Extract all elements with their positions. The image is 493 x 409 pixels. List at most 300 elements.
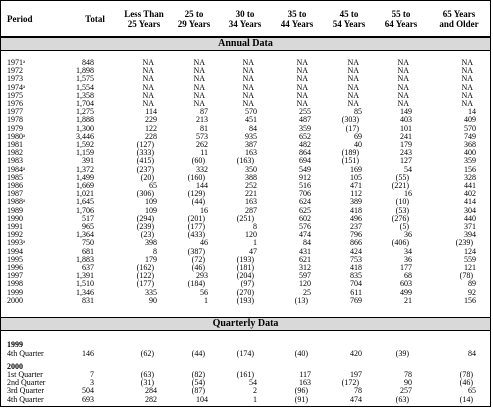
row-value: 54	[249, 378, 257, 388]
row-value: 335	[145, 287, 157, 297]
row-value: 213	[196, 115, 208, 125]
row-value: 935	[245, 131, 257, 141]
row-value: 749	[464, 131, 476, 141]
row-value: (20)	[140, 172, 154, 182]
row-period: 1998	[7, 279, 23, 289]
row-value: 549	[299, 164, 311, 174]
row-value: (193)	[236, 295, 254, 305]
row-value: 255	[299, 107, 311, 117]
row-value: NA	[142, 90, 154, 100]
row-value: 621	[299, 254, 311, 264]
row-value: 177	[400, 263, 412, 272]
row-value: (14)	[459, 394, 473, 404]
row-value: 965	[82, 222, 94, 231]
table-row	[1, 396, 490, 404]
column-header: 35 to 44 Years	[280, 8, 314, 29]
row-value: 753	[350, 254, 362, 264]
row-value: 441	[464, 181, 476, 190]
row-value: 652	[299, 131, 311, 141]
column-header: 55 to 64 Years	[384, 8, 418, 29]
row-value: 1,275	[76, 107, 94, 117]
row-value: 487	[299, 115, 311, 125]
row-value: (221)	[391, 181, 409, 190]
row-value: (78)	[459, 271, 473, 281]
row-period: 1st Quarter	[7, 370, 43, 379]
row-value: 866	[350, 238, 362, 248]
row-value: 89	[468, 279, 476, 289]
row-value: 398	[145, 238, 157, 248]
row-period: 1971ᵃ	[7, 58, 26, 67]
row-value: 197	[350, 370, 362, 379]
row-value: 69	[354, 131, 362, 141]
row-period: 1985	[7, 172, 23, 182]
row-value: (46)	[191, 263, 205, 272]
row-value: (44)	[191, 197, 205, 207]
row-value: (161)	[236, 370, 254, 379]
row-value: NA	[461, 58, 473, 67]
row-value: 163	[245, 148, 257, 158]
row-value: 1,346	[76, 287, 94, 297]
table-row	[1, 379, 490, 387]
row-value: (5)	[399, 222, 409, 231]
row-period: 1979	[7, 123, 23, 133]
column-header: Total	[85, 13, 105, 24]
row-value: (62)	[140, 348, 154, 358]
row-value: (122)	[136, 271, 154, 281]
row-value: 474	[299, 230, 311, 240]
row-value: 14	[468, 107, 476, 117]
row-value: 257	[400, 386, 412, 396]
row-value: 693	[82, 394, 94, 404]
row-value: (63)	[140, 370, 154, 379]
row-value: 16	[404, 189, 412, 199]
column-header: Period	[7, 13, 33, 24]
row-value: 409	[464, 115, 476, 125]
row-value: 624	[299, 197, 311, 207]
annual-data-band: Annual Data	[1, 37, 490, 51]
row-value: (63)	[395, 394, 409, 404]
row-value: (306)	[136, 189, 154, 199]
row-value: 3,446	[76, 131, 94, 141]
row-value: 576	[299, 222, 311, 231]
row-value: 90	[404, 378, 412, 388]
row-value: (53)	[395, 205, 409, 215]
row-value: 47	[249, 246, 257, 256]
row-value: (433)	[187, 230, 205, 240]
row-value: (387)	[187, 246, 205, 256]
row-value: NA	[461, 90, 473, 100]
row-value: 228	[145, 131, 157, 141]
row-value: 400	[464, 148, 476, 158]
row-value: (177)	[187, 222, 205, 231]
row-value: 1,021	[76, 189, 94, 199]
row-value: (60)	[191, 156, 205, 166]
row-value: 418	[350, 263, 362, 272]
row-value: 144	[196, 181, 208, 190]
row-value: NA	[242, 82, 254, 92]
row-value: (162)	[136, 263, 154, 272]
row-value: 117	[299, 370, 311, 379]
row-value: 163	[245, 197, 257, 207]
row-value: 402	[464, 189, 476, 199]
table-row	[1, 239, 490, 247]
column-header: 30 to 34 Years	[228, 8, 262, 29]
row-value: 1,645	[76, 197, 94, 207]
row-value: 120	[299, 279, 311, 289]
row-value: 1,510	[76, 279, 94, 289]
row-value: 85	[354, 107, 362, 117]
row-value: NA	[397, 74, 409, 84]
row-value: 1,372	[76, 164, 94, 174]
row-value: NA	[296, 99, 308, 108]
row-value: NA	[397, 58, 409, 67]
column-header: 25 to 29 Years	[177, 8, 211, 29]
row-value: 368	[464, 140, 476, 149]
row-value: 8	[153, 246, 157, 256]
row-value: NA	[296, 66, 308, 76]
row-value: 56	[200, 287, 208, 297]
row-value: 1,592	[76, 140, 94, 149]
row-value: (54)	[191, 378, 205, 388]
row-value: 25	[303, 287, 311, 297]
row-value: (201)	[187, 213, 205, 223]
row-value: 1,704	[76, 99, 94, 108]
row-value: (44)	[191, 348, 205, 358]
row-value: 750	[82, 238, 94, 248]
row-value: NA	[142, 99, 154, 108]
row-period: 1993ᵃ	[7, 238, 26, 248]
row-value: (181)	[236, 263, 254, 272]
row-value: (91)	[294, 394, 308, 404]
row-value: 440	[464, 213, 476, 223]
table-row	[1, 231, 490, 239]
row-value: (193)	[236, 254, 254, 264]
row-value: (270)	[236, 287, 254, 297]
row-period: 1975	[7, 90, 23, 100]
row-value: 127	[400, 156, 412, 166]
row-period: 1983	[7, 156, 23, 166]
row-value: 120	[245, 230, 257, 240]
row-value: 769	[350, 295, 362, 305]
row-value: 559	[464, 254, 476, 264]
row-value: 1,888	[76, 115, 94, 125]
row-value: 1,300	[76, 123, 94, 133]
row-value: 146	[82, 348, 94, 358]
row-period: 4th Quarter	[7, 348, 44, 358]
row-value: 2	[253, 386, 257, 396]
table-row	[1, 350, 490, 358]
row-value: 16	[200, 205, 208, 215]
row-value: 36	[404, 254, 412, 264]
row-value: NA	[193, 99, 205, 108]
row-value: (184)	[187, 279, 205, 289]
row-value: 221	[245, 189, 257, 199]
row-value: 1	[204, 295, 208, 305]
row-value: 1,883	[76, 254, 94, 264]
row-value: 3	[90, 378, 94, 388]
row-value: (406)	[391, 238, 409, 248]
row-value: NA	[193, 82, 205, 92]
row-value: (97)	[240, 279, 254, 289]
row-value: NA	[242, 90, 254, 100]
row-value: 92	[468, 287, 476, 297]
row-value: 46	[200, 238, 208, 248]
table-row	[1, 116, 490, 124]
row-value: 394	[464, 230, 476, 240]
row-value: 573	[196, 131, 208, 141]
row-value: (177)	[136, 279, 154, 289]
row-period: 1980ᵃ	[7, 131, 26, 141]
row-value: 34	[404, 246, 412, 256]
row-value: 121	[464, 263, 476, 272]
row-value: (31)	[140, 378, 154, 388]
row-value: NA	[461, 74, 473, 84]
row-value: 1,669	[76, 181, 94, 190]
row-value: (78)	[459, 370, 473, 379]
row-value: 517	[82, 213, 94, 223]
row-period: 1999	[7, 287, 23, 297]
row-value: NA	[461, 66, 473, 76]
row-value: 78	[354, 386, 362, 396]
row-value: 388	[245, 172, 257, 182]
row-value: 570	[464, 123, 476, 133]
row-value: 65	[468, 386, 476, 396]
row-value: 611	[350, 287, 362, 297]
row-value: 1	[253, 394, 257, 404]
row-value: 1,159	[76, 148, 94, 158]
row-value: 403	[400, 115, 412, 125]
row-value: 241	[400, 131, 412, 141]
row-value: 359	[299, 123, 311, 133]
row-value: 332	[196, 164, 208, 174]
row-value: 637	[82, 263, 94, 272]
row-period: 1991	[7, 222, 23, 231]
row-period: 1988ᵃ	[7, 197, 26, 207]
row-value: (87)	[191, 386, 205, 396]
row-value: 68	[404, 271, 412, 281]
row-value: NA	[242, 58, 254, 67]
row-value: 101	[400, 123, 412, 133]
row-value: 602	[299, 213, 311, 223]
row-value: 496	[350, 213, 362, 223]
row-value: 694	[299, 156, 311, 166]
row-value: 796	[350, 230, 362, 240]
row-value: 418	[350, 205, 362, 215]
row-value: 424	[350, 246, 362, 256]
row-value: 482	[299, 140, 311, 149]
quarterly-data-band: Quarterly Data	[1, 317, 490, 331]
row-value: 84	[468, 348, 476, 358]
row-value: (237)	[136, 164, 154, 174]
row-value: NA	[347, 74, 359, 84]
row-value: 1,391	[76, 271, 94, 281]
row-value: 420	[350, 348, 362, 358]
row-value: 499	[400, 287, 412, 297]
row-value: NA	[193, 58, 205, 67]
year-label: 1999	[7, 340, 23, 349]
row-value: (13)	[294, 295, 308, 305]
row-value: 149	[400, 107, 412, 117]
row-value: (172)	[341, 378, 359, 388]
row-value: 237	[350, 222, 362, 231]
row-value: 603	[400, 279, 412, 289]
row-value: NA	[347, 82, 359, 92]
row-value: 1,499	[76, 172, 94, 182]
row-value: 112	[350, 189, 362, 199]
row-value: NA	[347, 90, 359, 100]
row-value: 287	[245, 205, 257, 215]
row-value: (239)	[455, 238, 473, 248]
row-period: 1989	[7, 205, 23, 215]
row-value: 1	[253, 238, 257, 248]
row-period: 1994	[7, 246, 23, 256]
row-value: 104	[196, 394, 208, 404]
table-row	[1, 371, 490, 379]
row-value: 391	[82, 156, 94, 166]
row-period: 1984ᵃ	[7, 164, 26, 174]
row-value: 36	[404, 230, 412, 240]
row-value: 1,554	[76, 82, 94, 92]
row-value: 471	[350, 181, 362, 190]
row-value: NA	[397, 99, 409, 108]
row-value: 1,898	[76, 66, 94, 76]
row-period: 1995	[7, 254, 23, 264]
row-value: 304	[464, 205, 476, 215]
row-value: 504	[82, 386, 94, 396]
row-period: 1992	[7, 230, 23, 240]
row-value: (294)	[136, 213, 154, 223]
row-value: (10)	[395, 197, 409, 207]
row-period: 1981	[7, 140, 23, 149]
row-value: 912	[299, 172, 311, 182]
row-value: 312	[299, 263, 311, 272]
row-value: NA	[142, 74, 154, 84]
row-value: 124	[464, 246, 476, 256]
row-value: 474	[350, 394, 362, 404]
row-value: 54	[404, 164, 412, 174]
row-value: 163	[299, 378, 311, 388]
row-value: 328	[464, 172, 476, 182]
row-value: 704	[350, 279, 362, 289]
row-value: 7	[90, 370, 94, 379]
table-row	[1, 387, 490, 395]
row-period: 1973	[7, 74, 23, 84]
year-label: 2000	[7, 362, 23, 371]
row-value: 109	[145, 197, 157, 207]
table-row	[1, 215, 490, 223]
row-value: 109	[145, 205, 157, 215]
row-value: NA	[142, 58, 154, 67]
row-value: (39)	[395, 348, 409, 358]
row-period: 1996	[7, 263, 23, 272]
row-value: NA	[193, 90, 205, 100]
row-value: 451	[245, 115, 257, 125]
row-value: 681	[82, 246, 94, 256]
row-value: (46)	[459, 378, 473, 388]
row-value: (72)	[191, 254, 205, 264]
row-value: 835	[350, 271, 362, 281]
row-value: 252	[245, 181, 257, 190]
row-value: (96)	[294, 386, 308, 396]
row-period: 2nd Quarter	[7, 378, 46, 388]
row-value: 350	[245, 164, 257, 174]
row-period: 1986	[7, 181, 23, 190]
row-value: 81	[200, 123, 208, 133]
row-value: 90	[149, 295, 157, 305]
row-value: 40	[354, 140, 362, 149]
row-value: 262	[196, 140, 208, 149]
row-value: 282	[145, 394, 157, 404]
row-period: 3rd Quarter	[7, 386, 45, 396]
row-value: (251)	[236, 213, 254, 223]
column-header: 45 to 54 Years	[332, 8, 366, 29]
row-value: (163)	[236, 156, 254, 166]
row-value: (204)	[236, 271, 254, 281]
row-value: 1,706	[76, 205, 94, 215]
row-value: (239)	[136, 222, 154, 231]
row-period: 2000	[7, 295, 23, 305]
row-value: (189)	[341, 148, 359, 158]
column-header: Less Than 25 Years	[124, 8, 164, 29]
row-value: 431	[299, 246, 311, 256]
row-value: NA	[193, 66, 205, 76]
row-value: 21	[404, 295, 412, 305]
row-value: NA	[347, 99, 359, 108]
row-value: 284	[145, 386, 157, 396]
row-value: (333)	[136, 148, 154, 158]
row-value: NA	[397, 66, 409, 76]
row-value: NA	[461, 99, 473, 108]
row-value: NA	[296, 82, 308, 92]
row-value: (129)	[187, 189, 205, 199]
row-period: 1974ᵃ	[7, 82, 26, 92]
column-header: 65 Years and Older	[439, 8, 479, 29]
row-period: 1987	[7, 189, 23, 199]
row-value: 597	[299, 271, 311, 281]
row-value: (23)	[140, 230, 154, 240]
row-value: 516	[299, 181, 311, 190]
row-value: (17)	[345, 123, 359, 133]
year-subheading	[1, 341, 490, 349]
row-value: NA	[461, 82, 473, 92]
row-period: 1978	[7, 115, 23, 125]
table-row	[1, 297, 490, 305]
row-period: 1972	[7, 66, 23, 76]
row-value: (415)	[136, 156, 154, 166]
row-value: 169	[350, 164, 362, 174]
row-value: (160)	[187, 172, 205, 182]
row-value: NA	[242, 99, 254, 108]
row-value: 1,575	[76, 74, 94, 84]
row-value: 831	[82, 295, 94, 305]
row-value: NA	[347, 58, 359, 67]
row-value: 84	[303, 238, 311, 248]
row-value: NA	[296, 90, 308, 100]
row-value: NA	[142, 66, 154, 76]
row-value: 570	[245, 107, 257, 117]
row-value: 848	[82, 58, 94, 67]
row-value: (276)	[391, 213, 409, 223]
row-value: NA	[242, 66, 254, 76]
row-value: (127)	[136, 140, 154, 149]
row-value: 243	[400, 148, 412, 158]
row-value: NA	[193, 74, 205, 84]
row-value: 179	[400, 140, 412, 149]
row-period: 4th Quarter	[7, 394, 44, 404]
row-value: 359	[464, 156, 476, 166]
row-value: 229	[145, 115, 157, 125]
row-value: 156	[464, 164, 476, 174]
